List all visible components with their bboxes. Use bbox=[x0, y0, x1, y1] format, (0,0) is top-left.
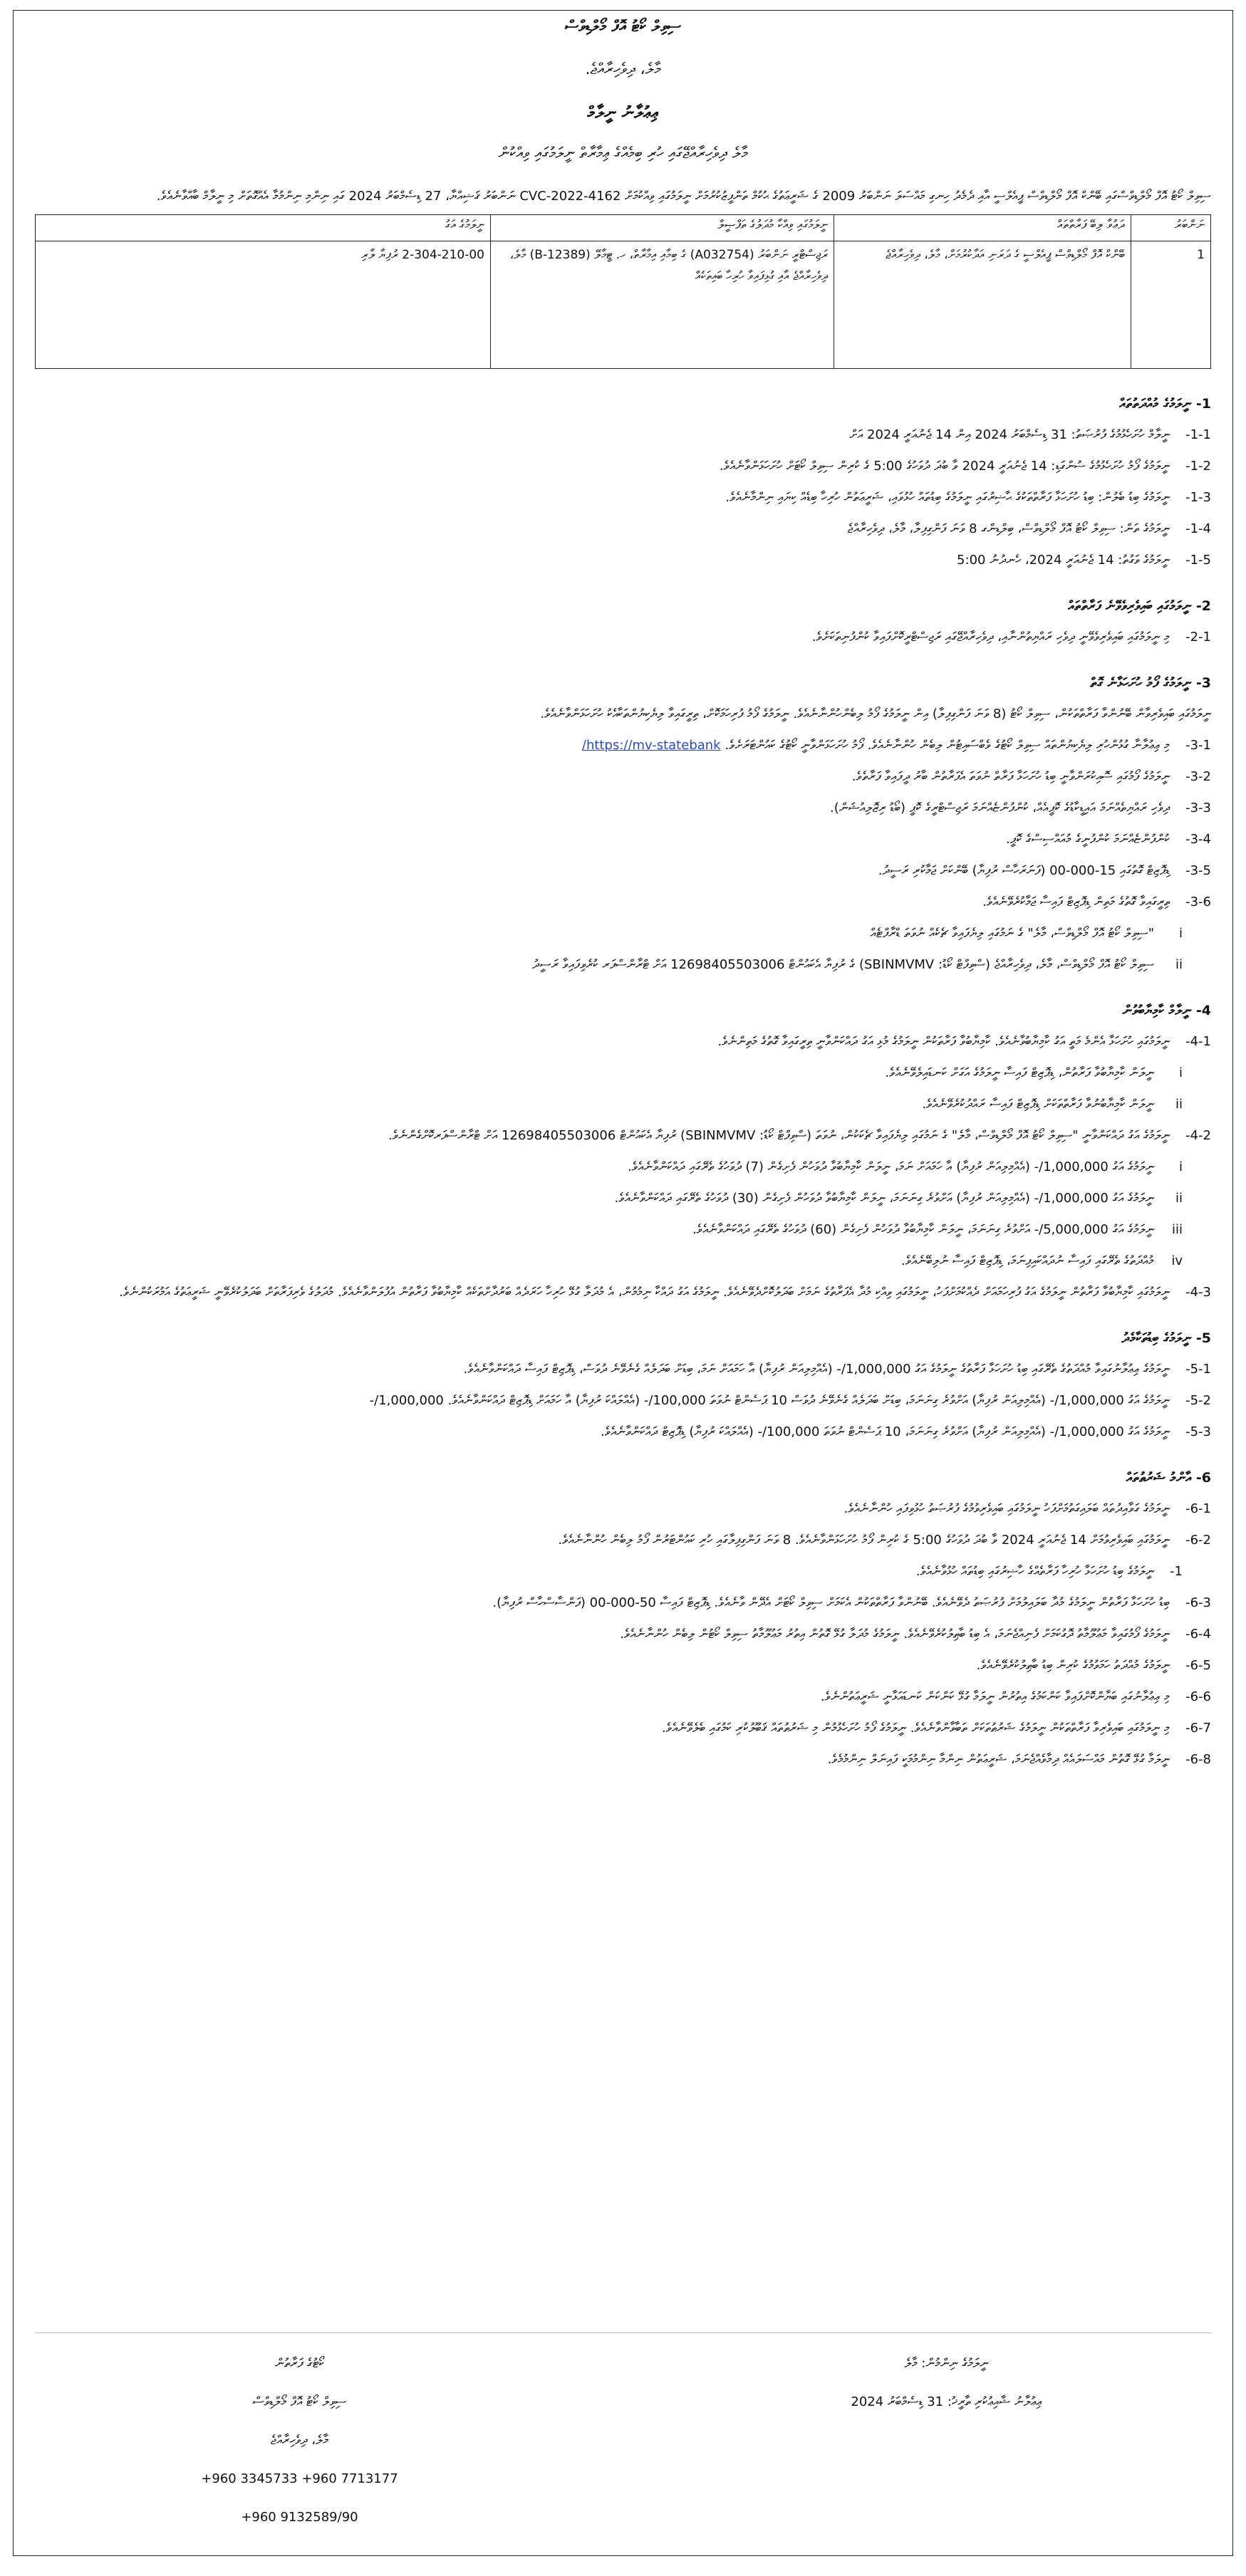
list-item: ނީލަމުގެ އަގު ދައްކަންވާނީ "ސިވިލް ކޯޓު އޮފް މޯލްޑިވްސް، މާލެ" ގެ ނަމުގައި ލިޔެފައިވާ ޗެކަކުން، ނުވަތަ (ސްވިފްޓް ކޯޑު: SBINMVMV) ރުފިޔާ އެކައުންޓް 12698405503006 އަށް ޓްރާންސްފަރކޮށްގެންނެވެ. bbox=[388, 1128, 1170, 1143]
signature-left-title: ކޯޓުގެ ފަރާތުން bbox=[274, 2356, 325, 2371]
section-3-title: 3- ނީލަމުގެ ފޯމު ހުށަހަޅާނެ ގޮތް bbox=[1090, 675, 1211, 691]
list-item: ނީލަމުގެ ފޯމު ހުށަހެޅުމުގެ ސުންގަޑި: 14 ޖެނުއަރީ 2024 ވާ ބުދަ ދުވަހުގެ 5:00 ގެ ކުރިން ސިވިލް ކޯޓަށް ހުށަހަޅަންވާނެއެވެ. bbox=[719, 459, 1170, 474]
statebank-link[interactable]: https://mv-statebank/ bbox=[581, 738, 721, 753]
section-5-title: 5- ނީލަމުގެ ބިޑުތަކާމެދު bbox=[1121, 1330, 1211, 1346]
list-item: ނީލަމުގައި ބައިވެރިވުމަށް 14 ޖެނުއަރީ 2024 ވާ ބުދަ ދުވަހުގެ 5:00 ގެ ކުރިން ފޯމު ހުށަހަޅަންވާނެއެވެ. 8 ވަނަ ފަންގިފިލާގައި ހުރި ކައުންޓަރުން ފޯމު ލިބެން ހުންނާނެއެވެ. bbox=[558, 1533, 1170, 1548]
table-header-price: ނީލަމުގެ އަގު bbox=[36, 215, 491, 241]
list-item: މި ނީލަމުގައި ބައިވެރިވާ ފަރާތްތަކުން ނީލަމުގެ ޝަރުޠުތަކަށް ތަބާވާންވާނެއެވެ. ނީލަމުގެ ފޯމު ހުށަހެޅުމުން މި ޝަރުޠުތައް ޤަބޫލުކުރި ކަމުގައި ބެލެވޭނެއެވެ. bbox=[661, 1721, 1170, 1736]
table-header-party: ދަޢުވާ ލިބޭ ފަރާތްތައް bbox=[834, 215, 1131, 241]
table-row bbox=[36, 241, 1211, 369]
list-item: ނީލާމް ހުށަހެޅުމުގެ ފުރުޞަތު: 31 ޑިސެމްބަރު 2024 އިން 14 ޖެނުއަރީ 2024 އަށް bbox=[849, 427, 1170, 442]
cell-property: ރަޖިސްޓްރީ ނަންބަރު (A032754) ގެ ބިމާއި އިމާރާތް، ހ. ޓީމާލޭ (B-12389) މާލެ، ދިވެހިރާއްޖެ އާއި ގުޅިފައިވާ ހުރިހާ ބައިތަކެއް bbox=[491, 241, 834, 369]
list-item: ނީލަމުގެ ބިޑު ހުށަހަޅާ ހުރިހާ ފަރާތެއްގެ ހާޟިރުގައި ބިޑުތައް ހުޅުވާނެއެވެ. bbox=[915, 1564, 1154, 1579]
signature-left bbox=[35, 2353, 564, 2545]
header bbox=[35, 16, 1211, 165]
list-item: ނީލަން ކާމިޔާބުވާ ފަރާތުން، ޑިޕޮޒިޓް ފައިސާ ނީލަމުގެ އަގަށް ކަނޑައިލެވޭނެއެވެ. bbox=[885, 1065, 1154, 1080]
list-item: ނީލަމުގެ އަގު 1,000,000/- (އެއްމިލިއަން ރުފިޔާ) އަށްވުރެ ގިނަނަމަ، 10 ޕަސެންޓް ނުވަތަ 100,000/- (އެއްލައްކަ ރުފިޔާ) ޑިޕޮޒިޓް ދައްކަންވާނެއެވެ. bbox=[600, 1424, 1170, 1439]
list-item: ނީލަމުގެ ވަގުތު: 14 ޖެނުއަރީ 2024، ހެނދުނު 5:00 bbox=[957, 553, 1170, 568]
list-item: ނީލަމުގެ އަގު 1,000,000/- (އެއްމިލިއަން ރުފިޔާ) އަށްވުރެ ގިނަނަމަ، ނީލަން ކާމިޔާބުވާ ދުވަހުން ފެށިގެން (30) ދުވަހުގެ ތެރޭގައި ދައްކަންވާނެއެވެ. bbox=[614, 1191, 1154, 1206]
list-item: ތިރީގައިވާ ގޮތުގެ މަތިން ޑިޕޮޒިޓް ފައިސާ ޖަމާކުރެވޭނެއެވެ. bbox=[982, 895, 1170, 909]
list-item: މި ނީލަމުގައި ބައިވެރިވެވޭނީ ދިވެހި ރައްޔިތުންނާއި، ދިވެހިރާއްޖޭގައި ރަޖިސްޓްރީކޮށްފައިވާ ކުންފުނިތަކަށެވެ. bbox=[811, 630, 1170, 645]
signature-right-title: ނީލަމުގެ ނިންމުން: މާލެ bbox=[904, 2356, 989, 2371]
section-3-intro: ނީލަމުގައި ބައިވެރިވާން ބޭނުންވާ ފަރާތްތަކުން، ސިވިލް ކޯޓު (8 ވަނަ ފަންގިފިލާ) އިން ނީލަމުގެ ފޯމު ލިބެންހުންނާނެއެވެ. ނީލަމުގެ ފޯމު ފުރިހަމަކޮށް، ތިރީގައިވާ ލިޔެކިޔުންތަކާއެކު ހުށަހަޅަންވާނެއެވެ. bbox=[540, 706, 1211, 721]
list-item: ނީލަމުގައި ހުށަހަޅާ އެންމެ މަތީ އަގު ކާމިޔާބުވާނެއެވެ. ކާމިޔާބުވާ ފަރާތަކުން ނީލަމުގެ މުޅި އަގު ދައްކަންވާނީ ތިރީގައިވާ ގޮތުގެ މަތިންނެވެ. bbox=[717, 1034, 1170, 1049]
list-item: މި ޢިޢުލާނުގައި ބަޔާންކޮށްފައިވާ ކަންކަމުގެ އިތުރުން ނީލަމާ ގުޅޭ ކަންކަން ކަނޑައަޅާނީ ޝަރީޢަތުންނެވެ. bbox=[820, 1689, 1170, 1704]
signature-court: ސިވިލް ކޯޓު އޮފް މޯލްޑިވްސް bbox=[252, 2394, 347, 2409]
section-1-title: 1- ނީލަމުގެ މުއްދަތުތައް bbox=[1119, 396, 1211, 412]
announcement-date: ޢިޢުލާނު ޝާއިޢުކުރި ތާރީޚު: 31 ޑިސެމްބަރު 2024 bbox=[851, 2394, 1042, 2409]
table-header-property: ނީލަމުގައި ވިއްކާ މުދަލުގެ ތަފްޞީލް bbox=[491, 215, 834, 241]
list-item: ބިޑު ހުށަހަޅާ ފަރާތުން ނީލަމުގެ މުދާ ބަލައިލުމަށް ފުރުޞަތު ދެވޭނެއެވެ. ބޭނުންވާ ފަރާތްތަކުން އެކަމަށް ސިވިލް ކޯޓަށް އެދޭން ވާނެއެވެ. ޑިޕޮޒިޓް ފައިސާ 50-000-00 (ފަންސާސްހާސް ރުފިޔާ). bbox=[492, 1595, 1170, 1610]
table-header-no: ނަންބަރު bbox=[1131, 215, 1211, 241]
phone-numbers-2: +960 9132589/90 bbox=[241, 2510, 358, 2525]
list-item: ދިވެހި ރައްޔިތެއްނަމަ އައިޑީކާޑުގެ ކޮޕީއެއް، ކުންފުންޏެއްނަމަ ރަޖިސްޓްރީގެ ކޮޕީ (ބޯޑު ރިޒޮލިއުޝަން). bbox=[829, 801, 1170, 815]
phone-numbers: +960 3345733 +960 7713177 bbox=[201, 2471, 398, 2486]
notice-subtitle: މާލެ ދިވެހިރާއްޖޭގައި ހުރި ބިމެއްގެ ޢިމާރާތް ނީލަމުގައި ވިއްކުން bbox=[498, 145, 748, 162]
court-city: މާލެ، ދިވެހިރާއްޖެ. bbox=[585, 61, 661, 78]
list-item: ނީލަމުގެ އަގު 1,000,000/- (އެއްމިލިއަން ރުފިޔާ) އާ ހަމައަށް ނަމަ، ނީލަން ކާމިޔާބުވާ ދުވަހުން ފެށިގެން (7) ދުވަހުގެ ތެރޭގައި ދައްކަންވާނެއެވެ. bbox=[628, 1159, 1154, 1174]
signature-right bbox=[682, 2353, 1211, 2545]
property-table bbox=[35, 214, 1211, 369]
list-item: މި ޢިޢުލާނާ ގުޅުންހުރި ލިޔެކިޔުންތައް ސިވިލް ކޯޓުގެ ވެބްސައިޓުން ލިބެން ހުންނާނެއެވެ. ފޯމު ހުށަހަޅަންވާނީ ކޯޓުގެ ކައުންޓަރަށެވެ. bbox=[725, 738, 1170, 753]
section-2-title: 2- ނީލަމުގައި ބައިވެރިވެވޭނެ ފަރާތްތައް bbox=[1068, 598, 1211, 614]
court-name: ސިވިލް ކޯޓު އޮފް މޯލްޑިވްސް bbox=[565, 18, 681, 36]
list-item: މުއްދަތުގެ ތެރޭގައި ފައިސާ ނުދައްކައިފިނަމަ، ޑިޕޮޒިޓް ފައިސާ ނުލިބޭނެއެވެ. bbox=[900, 1253, 1154, 1268]
list-item: ނީލަމުގެ ގަވާއިދުތައް ބަލައިގަތުމަށްފަހު ނީލަމުގައި ބައިވެރިވުމުގެ ފުރުޞަތު ހުޅުވިފައި ހުންނާނެއެވެ. bbox=[843, 1501, 1170, 1516]
notice-page: ސިވިލް ކޯޓު އޮފް މޯލްޑިވްސް މާލެ، ދިވެހިރާއްޖެ. ޢިޢުލާނު ނީލާމް މާލެ ދިވެހިރާއްޖޭގައި ހުރި ބިމެއްގެ ޢިމާރާތް ނީލަމުގައި ވިއްކުން ސިވިލް ކޯޓު އޮފް މޯލްޑިވްސްގައި ބޭންކް އޮފް މޯލްޑިވްސް ޕީއެލްސީ އާއި ދެމެދު ހިނގި މައްސަލަ ނަންބަރު 2009 ގެ ޝަރީޢަތުގެ ޙުކުމް ތަންފީޒުކުރުމަށް ނީލަމުގައި ވިއްކުމަށް 4162-CVC-2022 ނަންބަރު ޤަޟިއްޔާ، 27 ޑިސެމްބަރު 2024 ގައި ނިންމި ނިންމުމާ އެއްގޮތަށް މި ނީލާމް ބާއްވާނެއެވެ. ނަންބަރު ދަޢުވާ ލިބޭ ފަރާތްތައް ނީލަމުގައި ވިއްކާ މުދަލުގެ ތަފްޞީލް ނީލަމުގެ އަގު 1 ބޭންކް އޮފް މޯލްޑިވްސް ޕީއެލްސީ ގެ ދަރަނި އަދާކުރުމަށް، މާލެ، ދިވެހިރާއްޖެ ރަޖިސްޓްރީ ނަންބަރު (A032754) ގެ ބިމާއި އިމާރާތް، ހ. ޓީމާލޭ (B-12389) މާލެ، ދިވެހިރާއްޖެ އާއި ގުޅިފައިވާ ހުރިހާ ބައިތަކެއް 2-304-210-00 ރުފިޔާ ލާރި 1- ނީލަމުގެ މުއްދަތުތައް 1-1- ނީލާމް ހުށަހެޅުމުގެ ފުރުޞަތު: 31 ޑިސެމްބަރު 2024 އިން 14 ޖެނުއަރީ 2024 އަށް 1-2- ނީލަމުގެ ފޯމު ހުށަހެޅުމުގެ ސުންގަޑި: 14 ޖެނުއަރީ 2024 ވާ ބުދަ ދުވަހުގެ 5:00 ގެ ކުރިން ސިވިލް ކޯޓަށް ހުށަހަޅަންވާނެއެވެ. 1-3- ނީލަމުގެ ބިޑު ބެލުން: ބިޑު ހުށަހަޅާ ފަރާތްތަކުގެ ޙާޟިރުގައި ނީލަމުގެ ބިޑުތައް ހުޅުވައި، ޝަރީޢަތުން ހުރިހާ ބިޑެއް ކިޔައި ނިންމާނެއެވެ. 1-4- ނީލަމުގެ ތަން: ސިވިލް ކޯޓު އޮފް މޯލްޑިވްސް، ބިލްޑިންގ 8 ވަނަ ފަންގިފިލާ، މާލެ، ދިވެހިރާއްޖެ 1-5- ނީލަމުގެ ވަގުތު: 14 ޖެނުއަރީ 2024، ހެނދުނު 5:00 2- ނީލަމުގައި ބައިވެރިވެވޭނެ ފަރާތްތައް 2-1- މި ނީލަމުގައި ބައިވެރިވެވޭނީ ދިވެހި ރައްޔިތުންނާއި، ދިވެހިރާއްޖޭގައި ރަޖިސްޓްރީކޮށްފައިވާ ކުންފުނިތަކަށެވެ. 3- ނީލަމުގެ ފޯމު ހުށަހަޅާނެ ގޮތް ނީލަމުގައި ބައިވެރިވާން ބޭނުންވާ ފަރާތްތަކުން، ސިވިލް ކޯޓު (8 ވަނަ ފަންގިފިލާ) އިން ނީލަމުގެ ފޯމު ލިބެންހުންނާނެއެވެ. ނީލަމުގެ ފޯމު ފުރިހަމަކޮށް، ތިރީގައިވާ ލިޔެކިޔުންތަކާއެކު ހުށަހަޅަންވާނެއެވެ. 3-1- މި ޢިޢުލާނާ ގުޅުންހުރި ލިޔެކިޔުންތައް ސިވިލް ކޯޓުގެ ވެބްސައިޓުން ލިބެން ހުންނާނެއެވެ. ފޯމު ހުށަހަޅަންވާނީ ކޯޓުގެ ކައުންޓަރަށެވެ. https://mv-statebank/ 3-2- ނީލަމުގެ ފޯމުގައި ސޮއިކުރަންވާނީ ބިޑު ހުށަހަޅާ ފަރާތް ނުވަތަ އެފަރާތުން ބާރު ދީފައިވާ ފަރާތެވެ. 3-3- ދިވެހި ރައްޔިތެއްނަމަ އައިޑީކާޑުގެ ކޮޕީއެއް، ކުންފުންޏެއްނަމަ ރަޖިސްޓްރީގެ ކޮޕީ (ބޯޑު ރިޒޮލިއުޝަން). 3-4- ކުންފުންޏެއްނަމަ ކުންފުނީގެ މުއައްސިސްގެ ކޮޕީ. 3-5- ޑިޕޮޒިޓް ގޮތުގައި 15-000-00 (ފަނަރަހާސް ރުފިޔާ) ބޭންކަށް ޖަމާކުރި ރަސީދު. 3-6- ތިރީގައިވާ ގޮތުގެ މަތިން ޑިޕޮޒިޓް ފައިސާ ޖަމާކުރެވޭނެއެވެ. i "ސިވިލް ކޯޓު އޮފް މޯލްޑިވްސް، މާލެ" ގެ ނަމުގައި ލިޔެފައިވާ ޗެކެއް ނުވަތަ ޑްރާފްޓެއް ii ސިވިލް ކޯޓު އޮފް މޯލްޑިވްސް، މާލެ، ދިވެހިރާއްޖެ (ސްވިފްޓް ކޯޑު: SBINMVMV) ގެ ރުފިޔާ އެކައުންޓް 12698405503006 އަށް ޓްރާންސްފަރ ކުރެވިފައިވާ ރަސީދު 4- ނީލާމް ކާމިޔާބުވުން 4-1- ނީލަމުގައި ހުށަހަޅާ އެންމެ މަތީ އަގު ކާމިޔާބުވާނެއެވެ. ކާމިޔާބުވާ ފަރާތަކުން ނީލަމުގެ މުޅި އަގު ދައްކަންވާނީ ތިރީގައިވާ ގޮތުގެ މަތިންނެވެ. i ނީލަން ކާމިޔާބުވާ ފަރާތުން، ޑިޕޮޒިޓް ފައިސާ ނީލަމުގެ އަގަށް ކަނޑައިލެވޭނެއެވެ. ii ނީލަން ކާމިޔާބުނުވާ ފަރާތްތަކަށް ޑިޕޮޒިޓް ފައިސާ ރައްދުކުރެވޭނެއެވެ. 4-2- ނީލަމުގެ އަގު ދައްކަންވާނީ "ސިވިލް ކޯޓު އޮފް މޯލްޑިވްސް، މާލެ" ގެ ނަމުގައި ލިޔެފައިވާ ޗެކަކުން، ނުވަތަ (ސްވިފްޓް ކޯޑު: SBINMVMV) ރުފިޔާ އެކައުންޓް 12698405503006 އަށް ޓްރާންސްފަރކޮށްގެންނެވެ. i ނީލަމުގެ އަގު 1,000,000/- (އެއްމިލިއަން ރުފިޔާ) އާ ހަމައަށް ނަމަ، ނީލަން ކާމިޔާބުވާ ދުވަހުން ފެށިގެން (7) ދުވަހުގެ ތެރޭގައި ދައްކަންވާނެއެވެ. ii ނީލަމުގެ އަގު 1,000,000/- (އެއްމިލިއަން ރުފިޔާ) އަށްވުރެ ގިނަނަމަ، ނީލަން ކާމިޔާބުވާ ދުވަހުން ފެށިގެން (30) ދުވަހުގެ ތެރޭގައި ދައްކަންވާނެއެވެ. iii ނީލަމުގެ އަގު 5,000,000/- އަށްވުރެ ގިނަނަމަ، ނީލަން ކާމިޔާބުވާ ދުވަހުން ފެށިގެން (60) ދުވަހުގެ ތެރޭގައި ދައްކަންވާނެއެވެ. iv މުއްދަތުގެ ތެރޭގައި ފައިސާ ނުދައްކައިފިނަމަ، ޑިޕޮޒިޓް ފައިސާ ނުލިބޭނެއެވެ. 4-3- ނީލަމުގައި ކާމިޔާބުވާ ފަރާތުން ނީލަމުގެ އަގު ފުރިހަމައަށް ދެއްކުމަށްފަހު، ނީލަމުގައި ވިއްކި މުދާ އެފަރާތުގެ ނަމަށް ބަދަލުކޮށްދެވޭނެއެވެ. ނީލަމުގެ އަގު ދައްކާ ނިމުމުން، އެ މުދަލާ ގުޅޭ ހުރިހާ ހަރަދެއް ބަރުދާށްތަކެއް ކާމިޔާބުވާ ފަރާތުން އުފުލަންވާނެއެވެ. މުދަލުގެ ވެރިފަރާތަށް ބަދަލުކުރެވޭނީ ޝަރީޢަތުގެ އަމުރަކުންނެވެ. 5- ނީލަމުގެ ބިޑުތަކާމެދު 5-1- ނީލަމުގެ ޢިޢުލާނުގައިވާ މުއްދަތުގެ ތެރޭގައި ބިޑު ހުށަހަޅާ ފަރާތުގެ ނީލަމުގެ އަގު 1,000,000/- (އެއްމިލިއަން ރުފިޔާ) އާ ހަމައަށް ނަމަ، ބިޑަށް ބަދަލެއް ގެނެވޭނެ ދުވަސް، ޑިޕޮޒިޓް ފައިސާ ދައްކަންވާނެއެވެ. 5-2- ނީލަމުގެ އަގު 1,000,000/- (އެއްމިލިއަން ރުފިޔާ) އަށްވުރެ ގިނަނަމަ، ބިޑަށް ބަދަލެއް ގެނެވޭނެ ދުވަސް 10 ޕަސެންޓް ނުވަތަ 100,000/- (އެއްލައްކަ ރުފިޔާ) އާ ހަމައަށް ޑިޕޮޒިޓް ދައްކަންވާނެއެވެ. 1,000,000/- 5-3- ނީލަމުގެ އަގު 1,000,000/- (އެއްމިލިއަން ރުފިޔާ) އަށްވުރެ ގިނަނަމަ، 10 ޕަސެންޓް ނުވަތަ 100,000/- (އެއްލައްކަ ރުފިޔާ) ޑިޕޮޒިޓް ދައްކަންވާނެއެވެ. 6- އާންމު ޝަރުޠުތައް 6-1- ނީލަމުގެ ގަވާއިދުތައް ބަލައިގަތުމަށްފަހު ނީލަމުގައި ބައިވެރިވުމުގެ ފުރުޞަތު ހުޅުވިފައި ހުންނާނެއެވެ. 6-2- ނީލަމުގައި ބައިވެރިވުމަށް 14 ޖެނުއަރީ 2024 ވާ ބުދަ ދުވަހުގެ 5:00 ގެ ކުރިން ފޯމު ހުށަހަޅަންވާނެއެވެ. 8 ވަނަ ފަންގިފިލާގައި ހުރި ކައުންޓަރުން ފޯމު ލިބެން ހުންނާނެއެވެ. 1- ނީލަމުގެ ބިޑު ހުށަހަޅާ ހުރިހާ ފަރާތެއްގެ ހާޟިރުގައި ބިޑުތައް ހުޅުވާނެއެވެ. 6-3- ބިޑު ހުށަހަޅާ ފަރާތުން ނީލަމުގެ މުދާ ބަލައިލުމަށް ފުރުޞަތު ދެވޭނެއެވެ. ބޭނުންވާ ފަރާތްތަކުން އެކަމަށް ސިވިލް ކޯޓަށް އެދޭން ވާނެއެވެ. ޑިޕޮޒިޓް ފައިސާ 50-000-00 (ފަންސާސްހާސް ރުފިޔާ). 6-4- ނީލަމުގެ ފޯމުގައިވާ މަޢުލޫމާތު ދޮގުކަމަށް ފެނިއްޖެނަމަ، އެ ބިޑު ބާޠިލުކުރެވޭނެއެވެ. ނީލަމުގެ މުދަލާ ގުޅޭ ގޮތުން އިތުރު މަޢުލޫމާތު ސިވިލް ކޯޓުން ލިބެން ހުންނާނެއެވެ. 6-5- ނީލަމުގެ މުއްދަތު ހަމަވުމުގެ ކުރިން ބިޑު ބާޠިލުކުރެވޭނެއެވެ. 6-6- މި ޢިޢުލާނުގައި ބަޔާންކޮށްފައިވާ ކަންކަމުގެ އިތުރުން ނީލަމާ ގުޅޭ ކަންކަން ކަނޑައަޅާނީ ޝަރީޢަތުންނެވެ. 6-7- މި ނީލަމުގައި ބައިވެރިވާ ފަރާތްތަކުން ނީލަމުގެ ޝަރުޠުތަކަށް ތަބާވާންވާނެއެވެ. ނީލަމުގެ ފޯމު ހުށަހެޅުމުން މި ޝަރުޠުތައް ޤަބޫލުކުރި ކަމުގައި ބެލެވޭނެއެވެ. 6-8- ނީލަމާ ގުޅޭ ގޮތުން މައްސަލައެއް ދިމާވެއްޖެނަމަ، ޝަރީޢަތުން ނިންމާ ނިންމުމަކީ ފައިނަލް ނިންމުމެވެ. ނީލަމުގެ ނިންމުން: މާލެ ޢިޢުލާނު ޝާއިޢުކުރި ތާރީޚު: 31 ޑިސެމްބަރު 2024 ކޯޓުގެ ފަރާތުން ސިވިލް ކޯޓު އޮފް މޯލްޑިވްސް މާލެ، ދިވެހިރާއްޖެ +960 3345733 +960 7713177 +960 9132589/90 bbox=[13, 10, 1233, 2556]
list-item: ނީލަމުގައި ކާމިޔާބުވާ ފަރާތުން ނީލަމުގެ އަގު ފުރިހަމައަށް ދެއްކުމަށްފަހު، ނީލަމުގައި ވިއްކި މުދާ އެފަރާތުގެ ނަމަށް ބަދަލުކޮށްދެވޭނެއެވެ. ނީލަމުގެ އަގު ދައްކާ ނިމުމުން، އެ މުދަލާ ގުޅޭ ހުރިހާ ހަރަދެއް ބަރުދާށްތަކެއް ކާމިޔާބުވާ ފަރާތުން އުފުލަންވާނެއެވެ. މުދަލުގެ ވެރިފަރާތަށް ބަދަލުކުރެވޭނީ ޝަރީޢަތުގެ އަމުރަކުންނެވެ. bbox=[119, 1285, 1170, 1300]
list-item: ނީލަމުގެ ފޯމުގައިވާ މަޢުލޫމާތު ދޮގުކަމަށް ފެނިއްޖެނަމަ، އެ ބިޑު ބާޠިލުކުރެވޭނެއެވެ. ނީލަމުގެ މުދަލާ ގުޅޭ ގޮތުން އިތުރު މަޢުލޫމާތު ސިވިލް ކޯޓުން ލިބެން ހުންނާނެއެވެ. bbox=[620, 1627, 1170, 1642]
list-item: ނީލަމާ ގުޅޭ ގޮތުން މައްސަލައެއް ދިމާވެއްޖެނަމަ، ޝަރީޢަތުން ނިންމާ ނިންމުމަކީ ފައިނަލް ނިންމުމެވެ. bbox=[827, 1752, 1170, 1767]
list-item: ނީލަމުގެ ފޯމުގައި ސޮއިކުރަންވާނީ ބިޑު ހުށަހަޅާ ފަރާތް ނުވަތަ އެފަރާތުން ބާރު ދީފައިވާ ފަރާތެވެ. bbox=[851, 769, 1170, 784]
list-item: ނީލަމުގެ އަގު 1,000,000/- (އެއްމިލިއަން ރުފިޔާ) އަށްވުރެ ގިނަނަމަ، ބިޑަށް ބަދަލެއް ގެނެވޭނެ ދުވަސް 10 ޕަސެންޓް ނުވަތަ 100,000/- (އެއްލައްކަ ރުފިޔާ) އާ ހަމައަށް ޑިޕޮޒިޓް ދައްކަންވާނެއެވެ. 1,000,000/- bbox=[369, 1393, 1170, 1408]
list-item: ނީލަމުގެ ބިޑު ބެލުން: ބިޑު ހުށަހަޅާ ފަރާތްތަކުގެ ޙާޟިރުގައި ނީލަމުގެ ބިޑުތައް ހުޅުވައި، ޝަރީޢަތުން ހުރިހާ ބިޑެއް ކިޔައި ނިންމާނެއެވެ. bbox=[725, 490, 1170, 505]
signature-city: މާލެ، ދިވެހިރާއްޖެ bbox=[270, 2433, 329, 2448]
notice-title: ޢިޢުލާނު ނީލާމް bbox=[587, 103, 659, 122]
section-6-title: 6- އާންމު ޝަރުޠުތައް bbox=[1126, 1470, 1211, 1486]
cell-party: ބޭންކް އޮފް މޯލްޑިވްސް ޕީއެލްސީ ގެ ދަރަނި އަދާކުރުމަށް، މާލެ، ދިވެހިރާއްޖެ bbox=[834, 241, 1131, 369]
list-item: ޑިޕޮޒިޓް ގޮތުގައި 15-000-00 (ފަނަރަހާސް ރުފިޔާ) ބޭންކަށް ޖަމާކުރި ރަސީދު. bbox=[878, 863, 1170, 878]
cell-price: 2-304-210-00 ރުފިޔާ ލާރި bbox=[36, 241, 491, 369]
list-item: ނީލަމުގެ މުއްދަތު ހަމަވުމުގެ ކުރިން ބިޑު ބާޠިލުކުރެވޭނެއެވެ. bbox=[976, 1658, 1170, 1673]
intro-paragraph: ސިވިލް ކޯޓު އޮފް މޯލްޑިވްސްގައި ބޭންކް އޮފް މޯލްޑިވްސް ޕީއެލްސީ އާއި ދެމެދު ހިނގި މައްސަލަ ނަންބަރު 2009 ގެ ޝަރީޢަތުގެ ޙުކުމް ތަންފީޒުކުރުމަށް ނީލަމުގައި ވިއްކުމަށް 4162-CVC-2022 ނަންބަރު ޤަޟިއްޔާ، 27 ޑިސެމްބަރު 2024 ގައި ނިންމި ނިންމުމާ އެއްގޮތަށް މި ނީލާމް ބާއްވާނެއެވެ. bbox=[156, 189, 1211, 204]
cell-no: 1 bbox=[1131, 241, 1211, 369]
list-item: ނީލަމުގެ ޢިޢުލާނުގައިވާ މުއްދަތުގެ ތެރޭގައި ބިޑު ހުށަހަޅާ ފަރާތުގެ ނީލަމުގެ އަގު 1,000,000/- (އެއްމިލިއަން ރުފިޔާ) އާ ހަމައަށް ނަމަ، ބިޑަށް ބަދަލެއް ގެނެވޭނެ ދުވަސް، ޑިޕޮޒިޓް ފައިސާ ދައްކަންވާނެއެވެ. bbox=[463, 1362, 1170, 1377]
list-item: ކުންފުންޏެއްނަމަ ކުންފުނީގެ މުއައްސިސްގެ ކޮޕީ. bbox=[1006, 832, 1170, 847]
section-4-title: 4- ނީލާމް ކާމިޔާބުވުން bbox=[1122, 1003, 1211, 1018]
list-item: ނީލަމުގެ އަގު 5,000,000/- އަށްވުރެ ގިނަނަމަ، ނީލަން ކާމިޔާބުވާ ދުވަހުން ފެށިގެން (60) ދުވަހުގެ ތެރޭގައި ދައްކަންވާނެއެވެ. bbox=[692, 1222, 1154, 1237]
list-item: ސިވިލް ކޯޓު އޮފް މޯލްޑިވްސް، މާލެ، ދިވެހިރާއްޖެ (ސްވިފްޓް ކޯޑު: SBINMVMV) ގެ ރުފިޔާ އެކައުންޓް 12698405503006 އަށް ޓްރާންސްފަރ ކުރެވިފައިވާ ރަސީދު bbox=[531, 957, 1154, 972]
list-item: ނީލަން ކާމިޔާބުނުވާ ފަރާތްތަކަށް ޑިޕޮޒިޓް ފައިސާ ރައްދުކުރެވޭނެއެވެ. bbox=[922, 1097, 1154, 1112]
signature-block bbox=[35, 2332, 1211, 2545]
list-item: "ސިވިލް ކޯޓު އޮފް މޯލްޑިވްސް، މާލެ" ގެ ނަމުގައި ލިޔެފައިވާ ޗެކެއް ނުވަތަ ޑްރާފްޓެއް bbox=[870, 926, 1154, 941]
list-item: ނީލަމުގެ ތަން: ސިވިލް ކޯޓު އޮފް މޯލްޑިވްސް، ބިލްޑިންގ 8 ވަނަ ފަންގިފިލާ، މާލެ، ދިވެހިރާއްޖެ bbox=[847, 521, 1170, 536]
